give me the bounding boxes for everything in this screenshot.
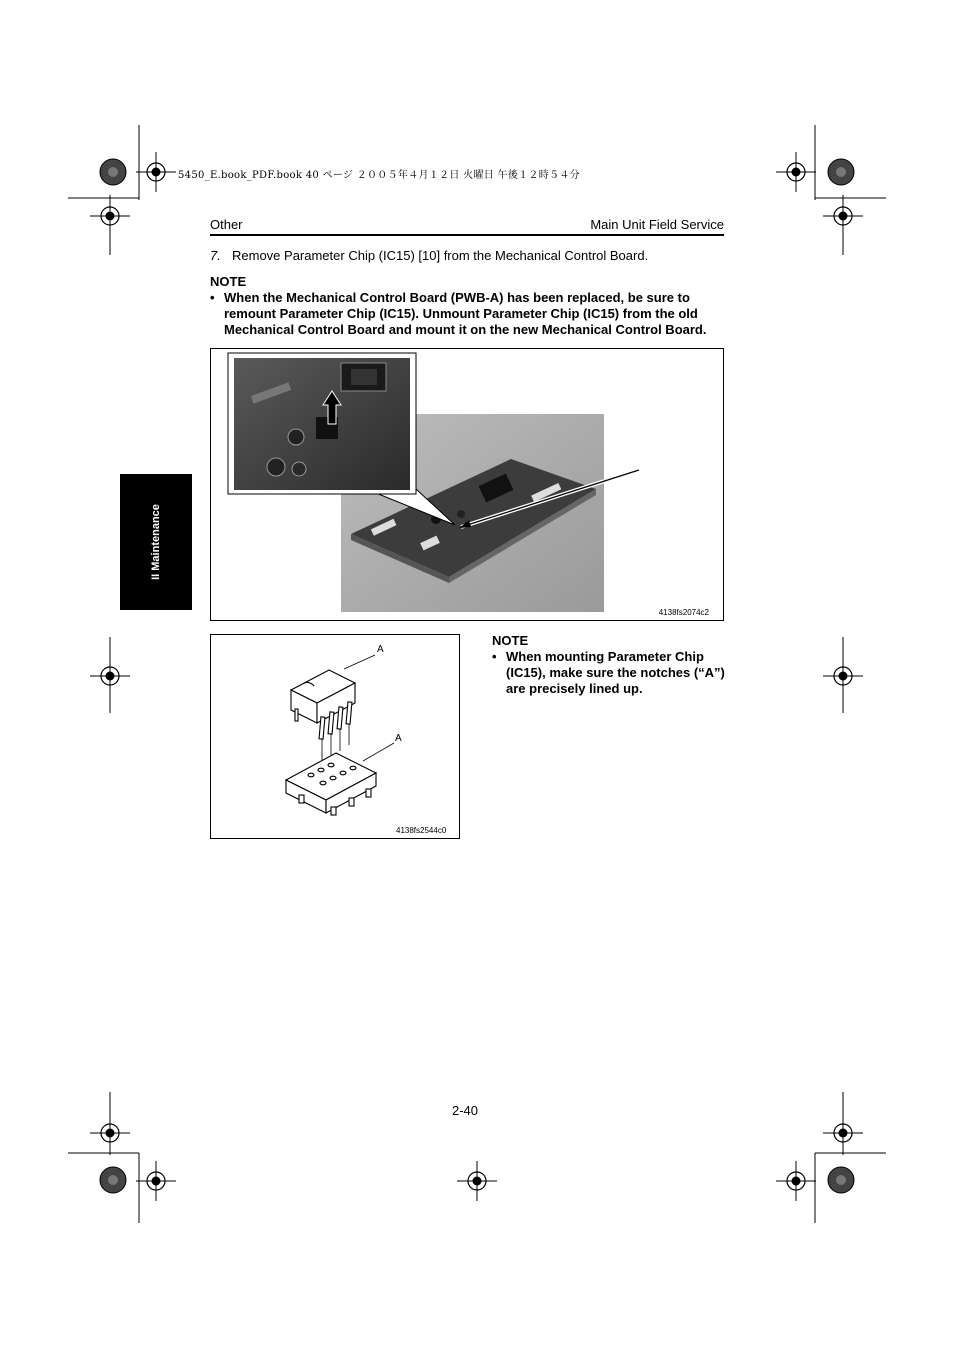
note-list xyxy=(492,649,732,697)
notch-label-a: A xyxy=(377,644,384,655)
bullet: • xyxy=(492,649,497,664)
running-header xyxy=(210,217,724,236)
note-item xyxy=(210,290,710,338)
note-title: NOTE xyxy=(210,274,247,289)
page-number: 2-40 xyxy=(452,1103,479,1118)
print-header: 5450_E.book_PDF.book 40 ページ ２００５年４月１２日 火曜日 午後１２時５４分 xyxy=(178,170,580,181)
notch-label-a: A xyxy=(395,733,402,744)
header-section: Other xyxy=(210,217,243,232)
note-text: When the Mechanical Control Board (PWB-A) has been replaced, be sure to remount Parameter Chip (IC15). Unmount Parameter Chip (IC15) from the old Mechanical Control Board and mount it on the new Mechanical Control Board. xyxy=(224,290,707,337)
chip-socket-diagram xyxy=(211,635,459,838)
note-list xyxy=(210,290,710,338)
note-title: NOTE xyxy=(492,633,529,648)
board-photo-figure xyxy=(210,348,724,621)
chapter-side-tab xyxy=(120,474,192,610)
figure-code: 4138fs2544c0 xyxy=(396,826,447,835)
note-text: When mounting Parameter Chip (IC15), make sure the notches (“A”) are precisely lined up. xyxy=(506,649,725,696)
step-7 xyxy=(210,248,648,263)
board-photo xyxy=(211,349,723,620)
step-text: Remove Parameter Chip (IC15) [10] from the Mechanical Control Board. xyxy=(232,248,649,263)
step-number: 7. xyxy=(210,248,221,263)
note-item xyxy=(492,649,732,697)
header-title: Main Unit Field Service xyxy=(590,217,724,232)
chip-socket-figure xyxy=(210,634,460,839)
figure-code: 4138fs2074c2 xyxy=(658,608,709,617)
bullet: • xyxy=(210,290,215,305)
chapter-label: II Maintenance xyxy=(150,504,162,580)
